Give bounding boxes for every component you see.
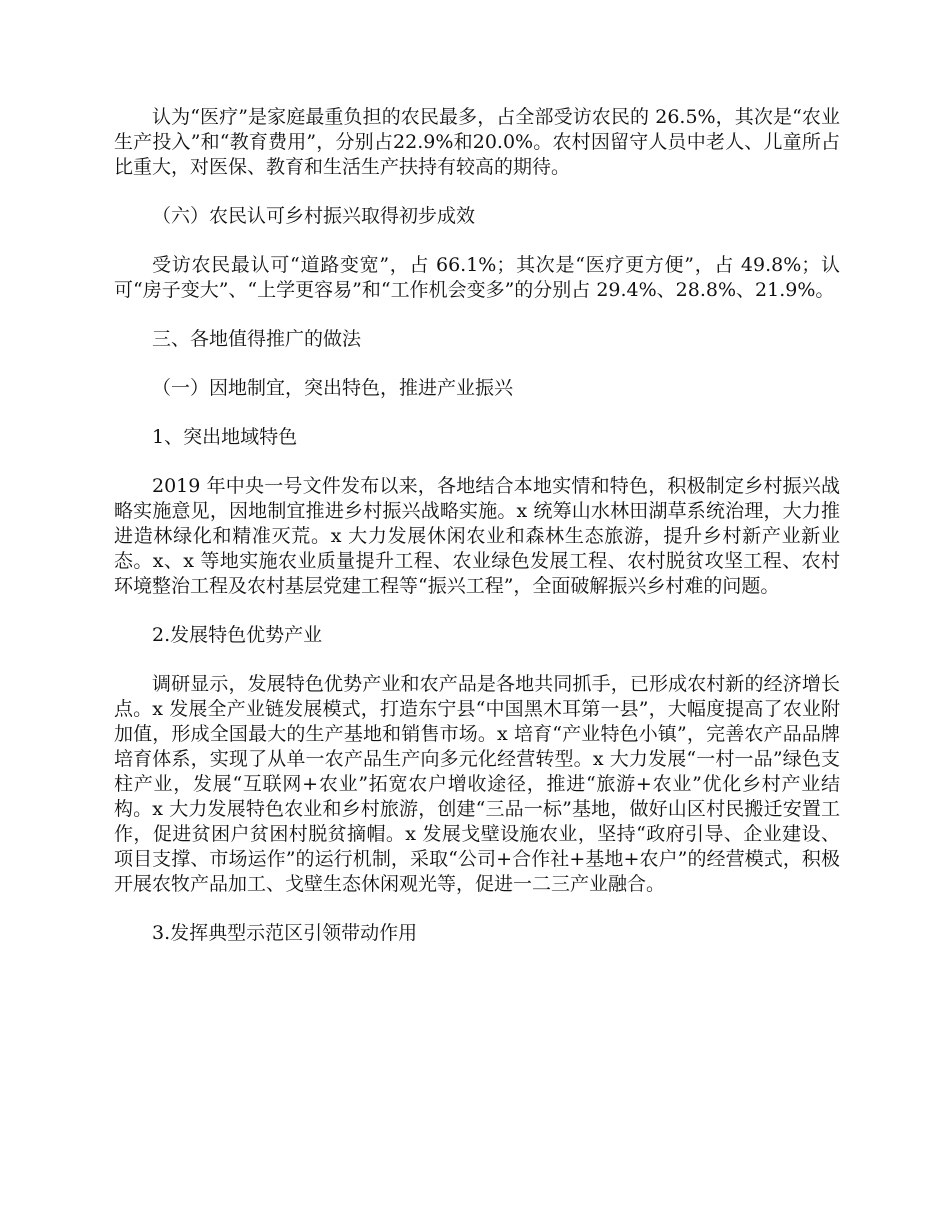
heading-subsection-1: （一）因地制宜，突出特色，推进产业振兴 bbox=[152, 377, 514, 399]
heading-section-6: （六）农民认可乡村振兴取得初步成效 bbox=[152, 205, 476, 227]
heading-item-2: 2.发展特色优势产业 bbox=[152, 624, 323, 646]
paragraph-burden: 认为“医疗”是家庭最重负担的农民最多，占全部受访农民的 26.5%，其次是“农业生产投入”和“教育费用”，分别占22.9%和20.0%。农村因留守人员中老人、儿童所占比重大，对医保、教育和生活生产扶持有较高的期待。 bbox=[114, 106, 840, 178]
heading-item-3: 3.发挥典型示范区引领带动作用 bbox=[152, 922, 418, 944]
heading-item-1: 1、突出地域特色 bbox=[152, 426, 298, 448]
heading-part-3: 三、各地值得推广的做法 bbox=[152, 328, 362, 350]
document-body bbox=[114, 105, 840, 946]
paragraph-recognition: 受访农民最认可“道路变宽”，占 66.1%；其次是“医疗更方便”，占 49.8%；认可“房子变大”、“上学更容易”和“工作机会变多”的分别占 29.4%、28.8%、21.9%。 bbox=[114, 254, 840, 301]
paragraph-regional-features: 2019 年中央一号文件发布以来，各地结合本地实情和特色，积极制定乡村振兴战略实施意见，因地制宜推进乡村振兴战略实施。x 统筹山水林田湖草系统治理，大力推进造林绿化和精准灭荒。x 大力发展休闲农业和森林生态旅游，提升乡村新产业新业态。x、x 等地实施农业质量提升工程、农业绿色发展工程、农村脱贫攻坚工程、农村环境整治工程及农村基层党建工程等“振兴工程”，全面破解振兴乡村难的问题。 bbox=[114, 475, 840, 597]
paragraph-industries: 调研显示，发展特色优势产业和农产品是各地共同抓手，已形成农村新的经济增长点。x 发展全产业链发展模式，打造东宁县“中国黑木耳第一县”，大幅度提高了农业附加值，形成全国最大的生产基地和销售市场。x 培育“产业特色小镇”，完善农产品品牌培育体系，实现了从单一农产品生产向多元化经营转型。x 大力发展“一村一品”绿色支柱产业，发展“互联网+农业”拓宽农户增收途径，推进“旅游+农业”优化乡村产业结构。x 大力发展特色农业和乡村旅游，创建“三品一标”基地，做好山区村民搬迁安置工作，促进贫困户贫困村脱贫摘帽。x 发展戈壁设施农业，坚持“政府引导、企业建设、项目支撑、市场运作”的运行机制，采取“公司+合作社+基地+农户”的经营模式，积极开展农牧产品加工、戈壁生态休闲观光等，促进一二三产业融合。 bbox=[114, 673, 840, 895]
